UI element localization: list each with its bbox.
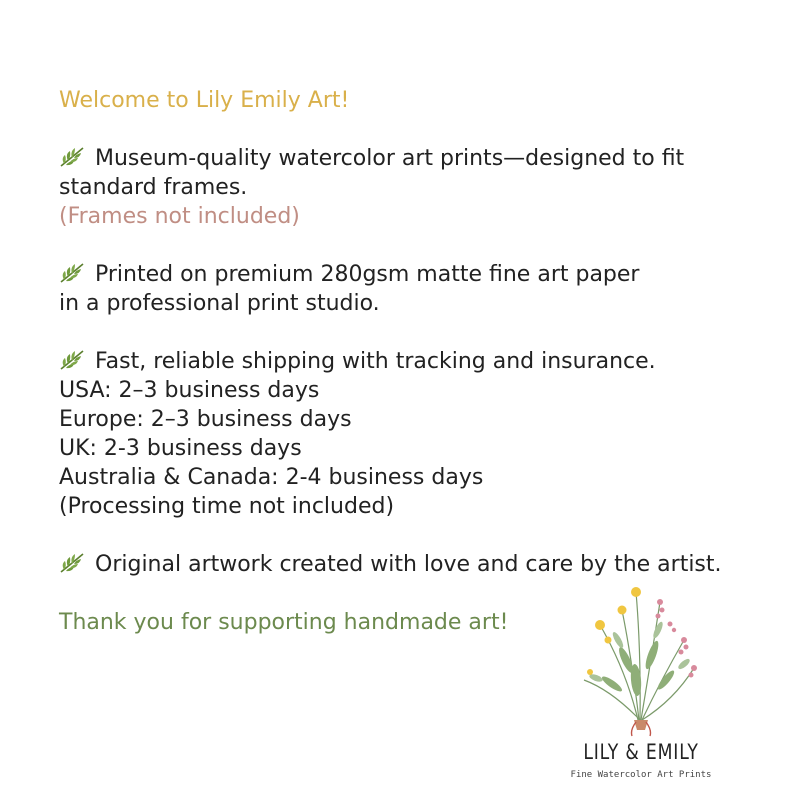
herb-leaf-icon xyxy=(59,349,85,371)
shipping-usa: USA: 2–3 business days xyxy=(59,378,320,403)
original-line-1: Original artwork created with love and care by the artist. xyxy=(95,552,722,577)
shipping-section xyxy=(59,347,779,521)
quality-line-1: Museum-quality watercolor art prints—designed to fit xyxy=(95,146,685,171)
shipping-uk: UK: 2-3 business days xyxy=(59,436,302,461)
quality-line-2: standard frames. xyxy=(59,175,248,200)
original-section xyxy=(59,550,779,579)
welcome-heading: Welcome to Lily Emily Art! xyxy=(59,88,350,113)
herb-leaf-icon xyxy=(59,552,85,574)
quality-section xyxy=(59,144,779,231)
processing-note: (Processing time not included) xyxy=(59,494,395,519)
paper-line-1: Printed on premium 280gsm matte fine art paper xyxy=(95,262,640,287)
paper-line-2: in a professional print studio. xyxy=(59,291,380,316)
brand-name: LILY & EMILY xyxy=(583,740,699,764)
shipping-line-1: Fast, reliable shipping with tracking and insurance. xyxy=(95,349,656,374)
frames-note: (Frames not included) xyxy=(59,204,300,229)
shipping-europe: Europe: 2–3 business days xyxy=(59,407,352,432)
shipping-australia-canada: Australia & Canada: 2-4 business days xyxy=(59,465,484,490)
herb-leaf-icon xyxy=(59,146,85,168)
thank-you-message: Thank you for supporting handmade art! xyxy=(59,610,509,635)
paper-section xyxy=(59,260,779,318)
content-area xyxy=(59,86,779,637)
brand-tagline: Fine Watercolor Art Prints xyxy=(570,770,712,780)
herb-leaf-icon xyxy=(59,262,85,284)
